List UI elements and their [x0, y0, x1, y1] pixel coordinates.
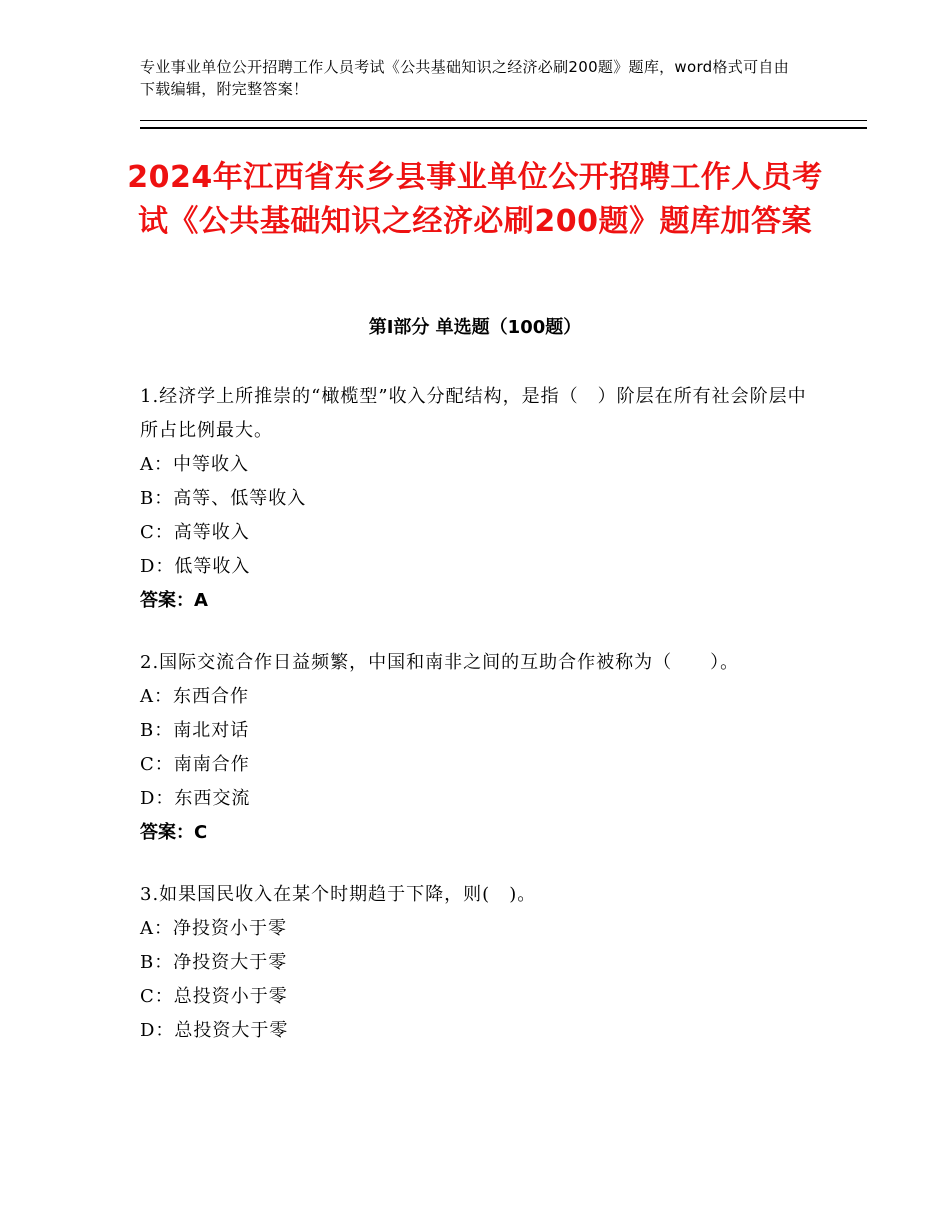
section-heading: 第I部分 单选题（100题） — [368, 317, 582, 338]
option-b: B：高等、低等收入 — [140, 488, 307, 509]
question-3 — [140, 878, 820, 1048]
option-d: D：总投资大于零 — [140, 1020, 289, 1041]
option-b: B：南北对话 — [140, 720, 250, 741]
option-c: C：南南合作 — [140, 754, 250, 775]
header-divider — [140, 120, 867, 129]
option-d: D：低等收入 — [140, 556, 251, 577]
option-c: C：高等收入 — [140, 522, 250, 543]
option-a: A：净投资小于零 — [140, 918, 287, 939]
option-c: C：总投资小于零 — [140, 986, 288, 1007]
question-1 — [140, 380, 820, 618]
question-text: 3.如果国民收入在某个时期趋于下降，则( )。 — [140, 884, 537, 905]
question-2 — [140, 646, 820, 850]
option-d: D：东西交流 — [140, 788, 251, 809]
header-note: 专业事业单位公开招聘工作人员考试《公共基础知识之经济必刷200题》题库，word格式可自由下载编辑，附完整答案！ — [140, 58, 790, 98]
option-b: B：净投资大于零 — [140, 952, 288, 973]
question-text: 1.经济学上所推崇的“橄榄型”收入分配结构，是指（ ）阶层在所有社会阶层中所占比例最大。 — [140, 386, 807, 441]
option-a: A：中等收入 — [140, 454, 249, 475]
answer: 答案：C — [140, 822, 208, 843]
document-title: 2024年江西省东乡县事业单位公开招聘工作人员考试《公共基础知识之经济必刷200题》题库加答案 — [127, 160, 823, 239]
answer: 答案：A — [140, 590, 208, 611]
question-text: 2.国际交流合作日益频繁，中国和南非之间的互助合作被称为（ ）。 — [140, 652, 740, 673]
question-list — [140, 380, 820, 1076]
option-a: A：东西合作 — [140, 686, 249, 707]
